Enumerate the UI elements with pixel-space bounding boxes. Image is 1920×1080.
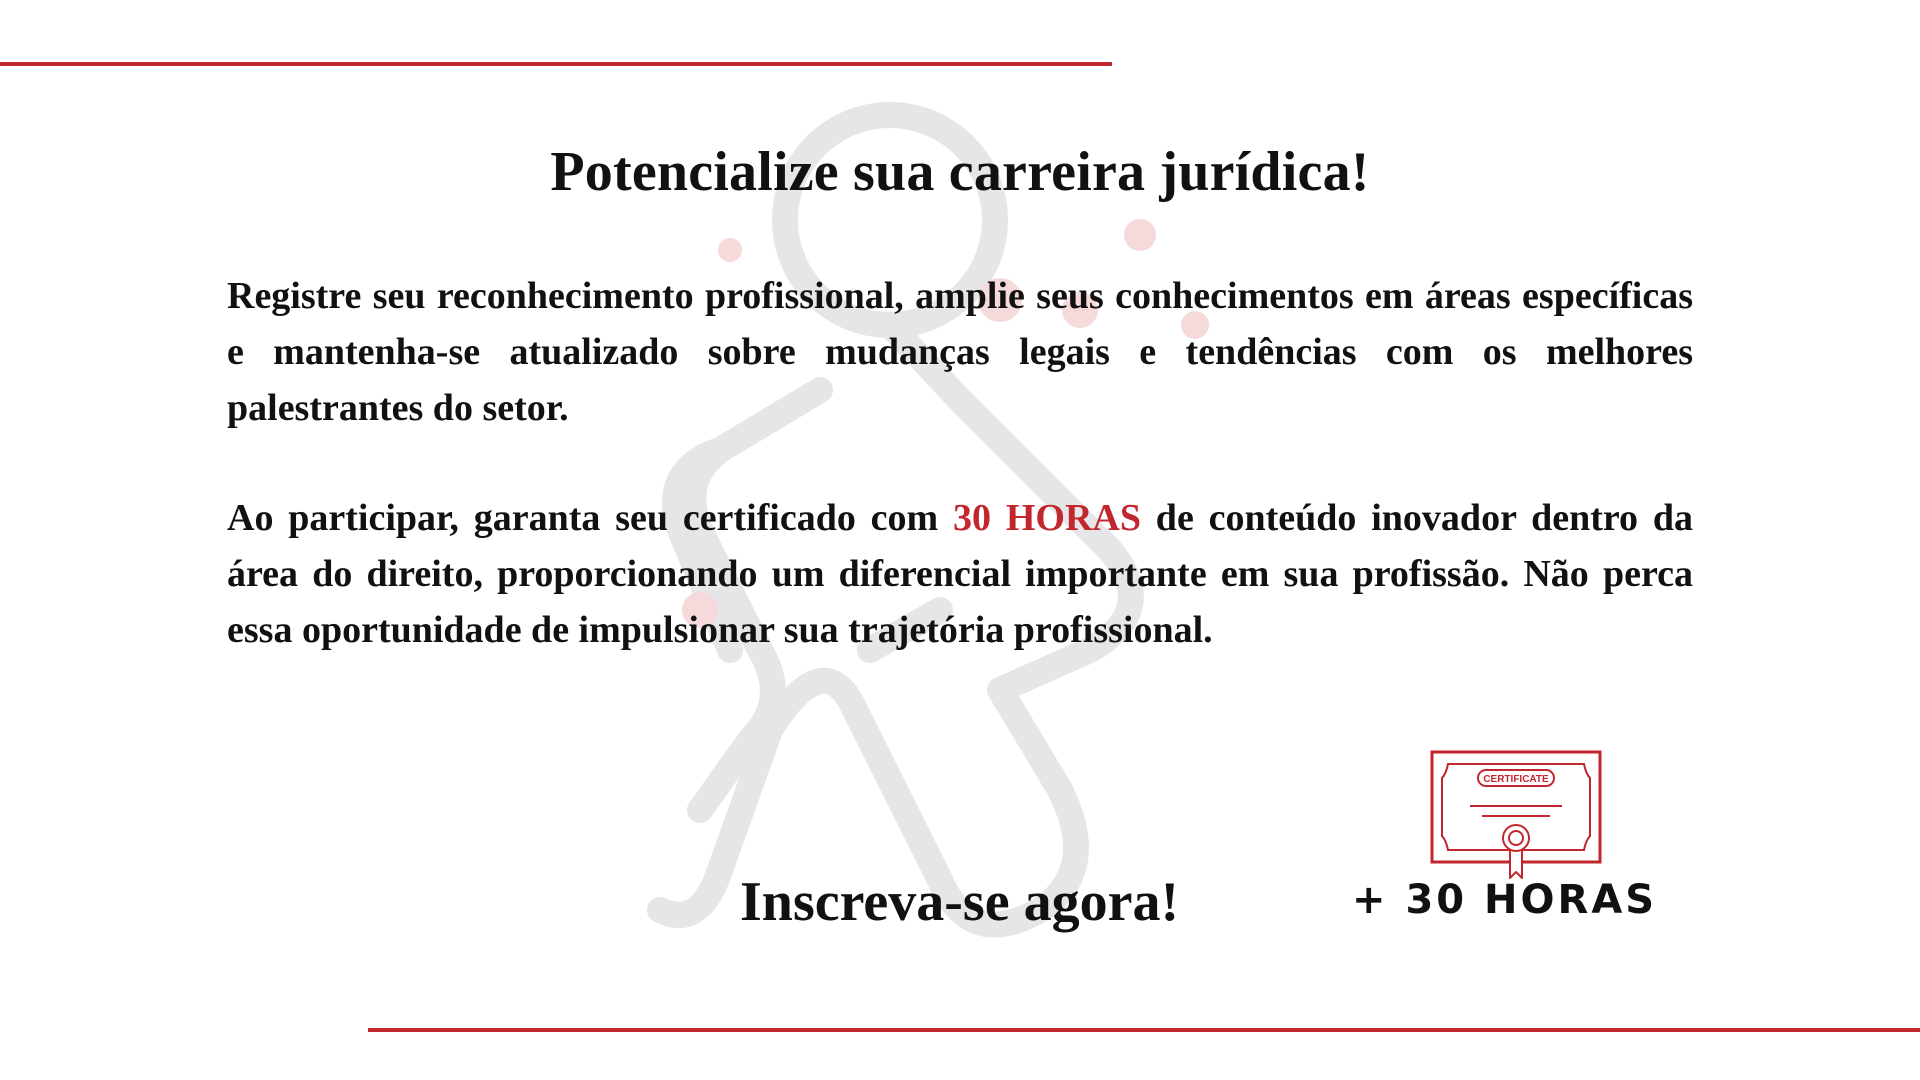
intro-paragraph: Registre seu reconhecimento profissional, amplie seus conhecimentos em áreas específicas e mantenha-se atualizado sobre mudanças legais e tendências com os melhores palestrantes do setor.	[227, 275, 1693, 429]
signup-call-to-action: Inscreva-se agora!	[740, 871, 1180, 933]
page-title: Potencialize sua carreira jurídica!	[550, 141, 1370, 203]
certificate-icon	[1430, 750, 1602, 882]
certificate-paragraph-end: de conteúdo inovador dentro da área do direito, proporcionando um diferencial importante em sua profissão. Não perca essa oportunidade de impulsionar sua trajetória profissional.	[227, 497, 1693, 651]
certificate-paragraph	[227, 490, 1693, 658]
certificate-label: CERTIFICATE	[1483, 774, 1549, 785]
certificate-paragraph-start: Ao participar, garanta seu certificado com	[227, 497, 954, 539]
hours-label: + 30 HORAS	[1352, 877, 1658, 923]
hours-highlight: 30 HORAS	[953, 497, 1141, 539]
